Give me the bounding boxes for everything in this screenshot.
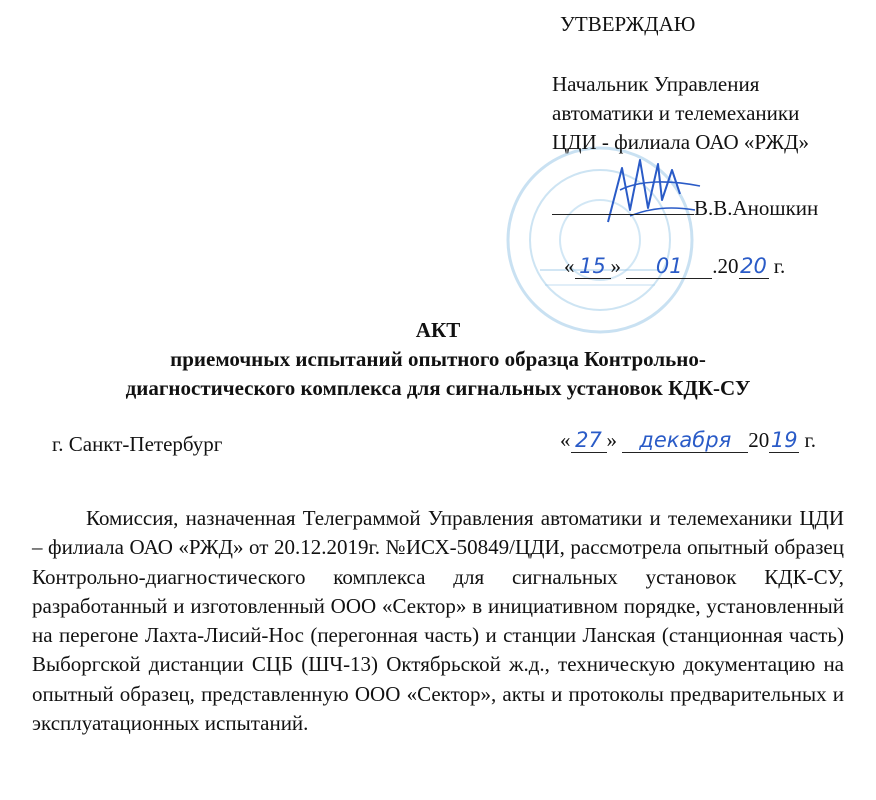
act-title: АКТ (415, 318, 461, 342)
signature-row (552, 194, 852, 223)
act-subtitle-line-2: диагностического комплекса для сигнальных установок КДК-СУ (125, 376, 751, 400)
act-date-day: 27 (571, 428, 607, 453)
act-date-open-quote: « (560, 428, 571, 452)
act-subtitle-line-1: приемочных испытаний опытного образца Контрольно- (170, 347, 706, 371)
act-date-close-quote: » (606, 428, 617, 452)
approval-date-year-unit: г. (773, 254, 786, 278)
approval-date-open-quote: « (564, 254, 575, 278)
approval-position-line-1: Начальник Управления (552, 72, 760, 96)
approval-date-year-prefix: .20 (712, 254, 739, 278)
act-date-year-unit: г. (804, 428, 816, 452)
approval-date-month: 01 (626, 254, 712, 279)
approval-date-close-quote: » (610, 254, 621, 278)
act-date-year-prefix: 20 (748, 428, 770, 452)
approval-date (564, 252, 852, 281)
approval-position-line-2: автоматики и телемеханики (552, 101, 800, 125)
place: г. Санкт-Петербург (52, 432, 223, 456)
signature-line (552, 194, 694, 215)
approval-block (552, 10, 852, 281)
approval-date-year-suffix: 20 (740, 254, 767, 278)
body-paragraph: Комиссия, назначенная Телеграммой Управления автоматики и телемеханики ЦДИ – филиала ОАО «РЖД» от 20.12.2019г. №ИСХ-50849/ЦДИ, рассмотрела опытный образец Контрольно-диагностического комплекса для сигнальных установок КДК-СУ, разработанный и изготовленный ООО «Сектор» в инициативном порядке, установленный на перегоне Лахта-Лисий-Нос (перегонная часть) и станции Ланская (станционная часть) Выборгской дистанции СЦБ (ШЧ-13) Октябрьской ж.д., техническую документацию на опытный образец, представленную ООО «Сектор», акты и протоколы предварительных и эксплуатационных испытаний. (32, 506, 844, 736)
approval-position-line-3: ЦДИ - филиала ОАО «РЖД» (552, 130, 810, 154)
act-date (560, 428, 816, 453)
approval-date-day: 15 (575, 254, 611, 279)
signatory-name: В.В.Аношкин (694, 196, 819, 220)
act-date-month: декабря (622, 428, 748, 453)
act-date-year-suffix: 19 (770, 428, 798, 452)
approval-title: УТВЕРЖДАЮ (560, 12, 696, 36)
